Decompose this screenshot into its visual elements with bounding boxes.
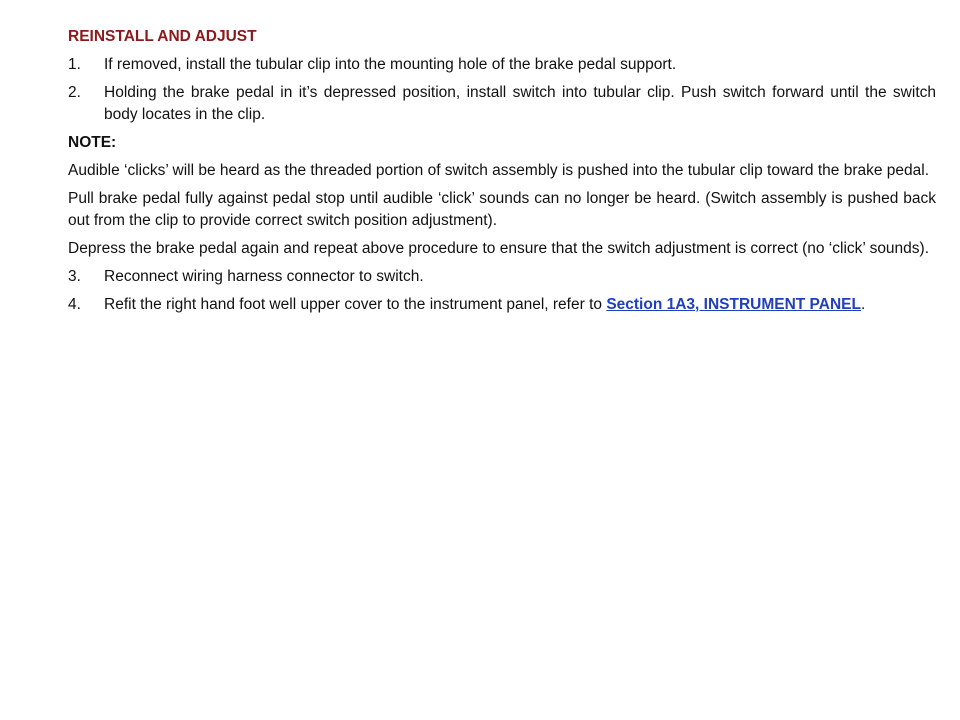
note-paragraph: Audible ‘clicks’ will be heard as the threaded portion of switch assembly is pushed into the tubular clip toward the brake pedal. bbox=[68, 162, 930, 179]
note-paragraph: Depress the brake pedal again and repeat above procedure to ensure that the switch adjustment is correct (no ‘click’ sounds). bbox=[68, 240, 930, 257]
step-3 bbox=[68, 266, 936, 288]
step-number: 4. bbox=[68, 296, 81, 313]
step-text: Holding the brake pedal in it’s depressed position, install switch into tubular clip. Push switch forward until the switch body locates in the clip. bbox=[104, 84, 936, 123]
note-label: NOTE: bbox=[68, 134, 117, 151]
step-4 bbox=[68, 294, 936, 316]
step-text bbox=[104, 294, 936, 316]
section-heading: REINSTALL AND ADJUST bbox=[68, 28, 257, 45]
step-number: 2. bbox=[68, 84, 81, 101]
step-text-trailing: . bbox=[860, 296, 866, 313]
step-text: If removed, install the tubular clip into the mounting hole of the brake pedal support. bbox=[104, 56, 677, 73]
step-number: 3. bbox=[68, 268, 81, 285]
section-reference-link[interactable]: Section 1A3, INSTRUMENT PANEL bbox=[606, 296, 861, 313]
note-paragraph: Pull brake pedal fully against pedal stop until audible ‘click’ sounds can no longer be heard. (Switch assembly is pushed back out from the clip to provide correct switch position adjustment). bbox=[68, 190, 936, 229]
step-text-lead: Refit the right hand foot well upper cover to the instrument panel, refer to bbox=[104, 296, 607, 313]
step-number: 1. bbox=[68, 56, 81, 73]
step-2 bbox=[68, 82, 936, 126]
step-1 bbox=[68, 54, 936, 76]
document-body bbox=[68, 26, 936, 322]
step-text: Reconnect wiring harness connector to switch. bbox=[104, 268, 424, 285]
